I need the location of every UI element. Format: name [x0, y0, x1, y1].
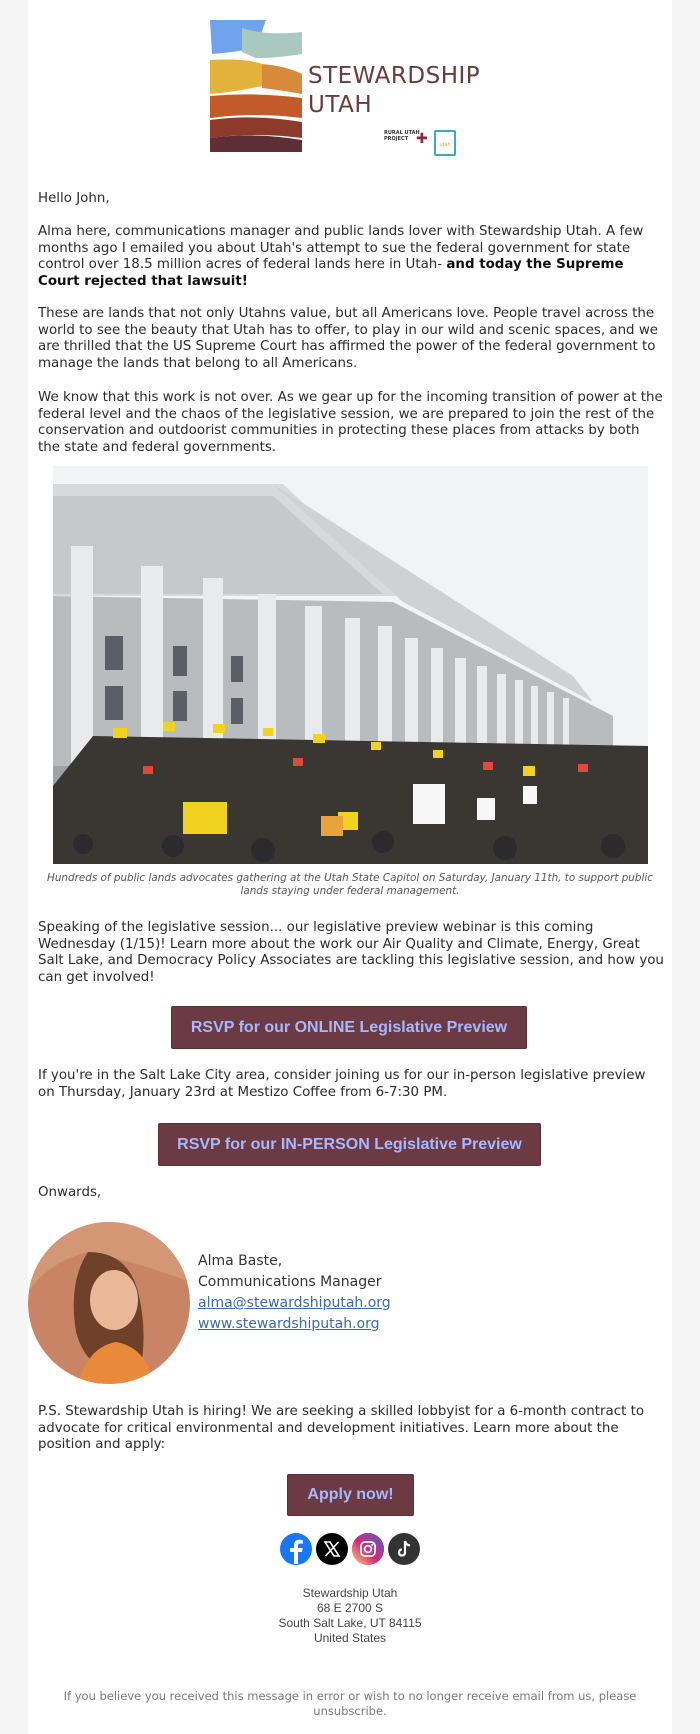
- footer-city: South Salt Lake, UT 84115: [278, 1616, 422, 1630]
- paragraph-intro: [38, 224, 664, 290]
- brand-name-line1: STEWARDSHIP: [308, 63, 481, 89]
- signature-name: Alma Baste,: [198, 1253, 283, 1269]
- email-body: [28, 0, 672, 1734]
- photo-caption: Hundreds of public lands advocates gathering at the Utah State Capitol on Saturday, January 11th, to support public lands staying under federal management.: [47, 872, 653, 897]
- paragraph-in-person: If you're in the Salt Lake City area, consider joining us for our in-person legislative preview on Thursday, January 23rd at Mestizo Coffee from 6-7:30 PM.: [38, 1068, 646, 1100]
- partner2-logo: [434, 130, 456, 156]
- stewardship-utah-logo: [206, 14, 526, 166]
- rural-utah-project-logo: [384, 130, 420, 142]
- footer-org: Stewardship Utah: [302, 1586, 398, 1600]
- paragraph-work: We know that this work is not over. As we gear up for the incoming transition of power at the federal level and the chaos of the legislative session, we are prepared to join the rest of the conservation and outdoorist communities in protecting these places from attacks by both the state and federal governments.: [38, 390, 663, 455]
- unsubscribe-notice[interactable]: If you believe you received this message in error or wish to no longer receive email from us, please unsubscribe.: [63, 1689, 637, 1718]
- tiktok-icon[interactable]: [388, 1533, 420, 1565]
- paragraph-lands: These are lands that not only Utahns value, but all Americans love. People travel across the world to see the beauty that Utah has to offer, to play in our wild and scenic spaces, and we are thrilled that the US Supreme Court has affirmed the power of the federal government to manage the lands that belong to all Americans.: [38, 306, 659, 371]
- plus-icon: ✚: [416, 131, 428, 147]
- x-icon[interactable]: [316, 1533, 348, 1565]
- capitol-rally-photo: [53, 466, 648, 864]
- footer-country: United States: [313, 1631, 387, 1645]
- brand-name-line2: UTAH: [308, 92, 373, 118]
- facebook-icon[interactable]: [280, 1533, 312, 1565]
- paragraph-intro-bold: and today the Supreme Court rejected that lawsuit!: [38, 257, 624, 289]
- partner1-line1: RURAL UTAH: [384, 130, 420, 136]
- brand-name: [308, 62, 480, 120]
- rsvp-online-button[interactable]: RSVP for our ONLINE Legislative Preview: [171, 1006, 527, 1049]
- signature-website: [198, 1314, 380, 1334]
- paragraph-intro-text: Alma here, communications manager and public lands lover with Stewardship Utah. A few months ago I emailed you about Utah's attempt to sue the federal government for state control over 18.5 million acres of federal lands here in Utah-: [38, 224, 644, 272]
- instagram-icon[interactable]: [352, 1533, 384, 1565]
- rsvp-in-person-button[interactable]: RSVP for our IN-PERSON Legislative Preview: [158, 1123, 541, 1166]
- greeting: Hello John,: [38, 191, 110, 206]
- paragraph-hiring: P.S. Stewardship Utah is hiring! We are seeking a skilled lobbyist for a 6-month contract to advocate for critical environmental and development initiatives. Learn more about the position and apply:: [38, 1404, 645, 1452]
- signature-email-link[interactable]: alma@stewardshiputah.org: [198, 1295, 391, 1311]
- partner2-label: utah: [439, 142, 451, 148]
- partner1-line2: PROJECT: [384, 136, 409, 142]
- paragraph-webinar: Speaking of the legislative session... our legislative preview webinar is this coming Wednesday (1/15)! Learn more about the work our Air Quality and Climate, Energy, Great Salt Lake, and Democracy Policy Associates are tackling this legislative session, and how you can get involved!: [38, 920, 664, 985]
- signature-title: Communications Manager: [198, 1274, 382, 1290]
- footer-street: 68 E 2700 S: [316, 1601, 384, 1615]
- closing: Onwards,: [38, 1185, 102, 1200]
- logo-mark: [206, 14, 306, 154]
- signature-website-link[interactable]: www.stewardshiputah.org: [198, 1316, 380, 1332]
- signature-email: [198, 1293, 391, 1313]
- apply-now-button[interactable]: Apply now!: [287, 1474, 414, 1516]
- avatar: [28, 1222, 190, 1384]
